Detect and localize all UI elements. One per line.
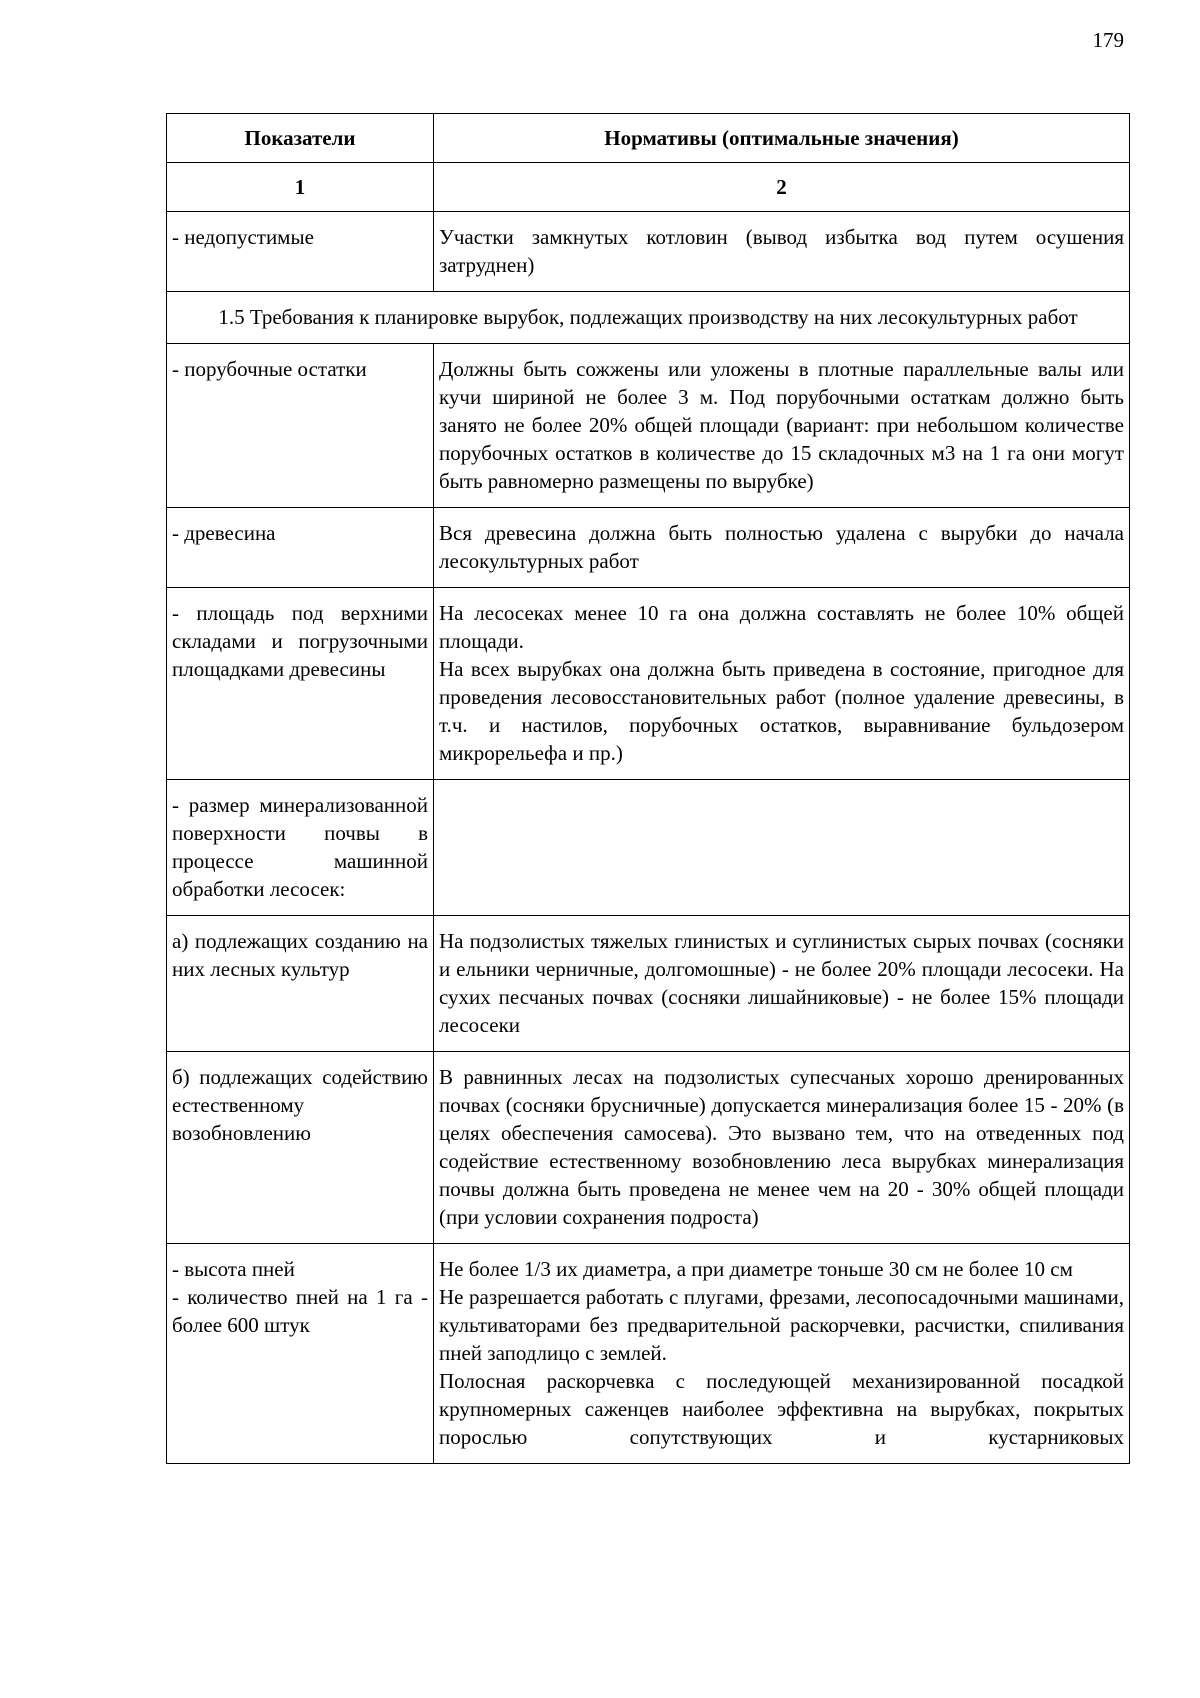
norm-line: На всех вырубках она должна быть приведена в состояние, пригодное для проведения лесовосстановительных работ (полное удаление древесины, в т.ч. и настилов, порубочных остатков, выравнивание бульдозером микрорельефа и пр.) xyxy=(439,657,1124,765)
indicator-cell xyxy=(167,1244,434,1464)
norm-cell: Вся древесина должна быть полностью удалена с вырубки до начала лесокультурных работ xyxy=(434,508,1130,588)
indicator-cell: б) подлежащих содействию естественному возобновлению xyxy=(167,1052,434,1244)
indicator-line: - количество пней на 1 га - более 600 штук xyxy=(172,1285,428,1337)
table-row xyxy=(167,1244,1130,1464)
indicator-cell: - недопустимые xyxy=(167,212,434,292)
norm-line: Не разрешается работать с плугами, фрезами, лесопосадочными машинами, культиваторами без предварительной раскорчевки, расчистки, спиливания пней заподлицо с землей. xyxy=(439,1285,1124,1365)
indicator-cell: - порубочные остатки xyxy=(167,344,434,508)
norm-line: На лесосеках менее 10 га она должна составлять не более 10% общей площади. xyxy=(439,601,1124,653)
table-row xyxy=(167,212,1130,292)
norm-cell: Должны быть сожжены или уложены в плотные параллельные валы или кучи шириной не более 3 м. Под порубочными остаткам должно быть занято не более 20% общей площади (вариант: при небольшом количестве порубочных остатков в количестве до 15 складочных м3 на 1 га они могут быть равномерно размещены по вырубке) xyxy=(434,344,1130,508)
section-row xyxy=(167,292,1130,344)
table-row xyxy=(167,588,1130,780)
table-row xyxy=(167,780,1130,916)
norm-cell: В равнинных лесах на подзолистых супесчаных хорошо дренированных почвах (сосняки брусничные) допускается минерализация более 15 - 20% (в целях обеспечения самосева). Это вызвано тем, что на отведенных под содействие естественному возобновлению леса вырубках минерализация почвы должна быть проведена не менее чем на 20 - 30% общей площади (при условии сохранения подроста) xyxy=(434,1052,1130,1244)
indicator-line: - высота пней xyxy=(172,1257,295,1281)
norm-cell xyxy=(434,588,1130,780)
norm-cell-empty xyxy=(434,780,1130,916)
header-norms: Нормативы (оптимальные значения) xyxy=(434,114,1130,163)
table-row xyxy=(167,1052,1130,1244)
indicator-cell: а) подлежащих созданию на них лесных культур xyxy=(167,916,434,1052)
indicator-cell: - древесина xyxy=(167,508,434,588)
section-title: 1.5 Требования к планировке вырубок, подлежащих производству на них лесокультурных работ xyxy=(167,292,1130,344)
indicator-cell: - площадь под верхними складами и погрузочными площадками древесины xyxy=(167,588,434,780)
norm-cell xyxy=(434,1244,1130,1464)
indicator-cell: - размер минерализованной поверхности почвы в процессе машинной обработки лесосек: xyxy=(167,780,434,916)
table-row xyxy=(167,344,1130,508)
header-indicators: Показатели xyxy=(167,114,434,163)
column-number-1: 1 xyxy=(167,163,434,212)
norm-line: Не более 1/3 их диаметра, а при диаметре тоньше 30 см не более 10 см xyxy=(439,1257,1073,1281)
column-number-row xyxy=(167,163,1130,212)
table-row xyxy=(167,916,1130,1052)
table-row xyxy=(167,508,1130,588)
column-number-2: 2 xyxy=(434,163,1130,212)
page-number: 179 xyxy=(1092,28,1124,52)
norms-table xyxy=(166,113,1130,1464)
table-header-row xyxy=(167,114,1130,163)
norm-line: Полосная раскорчевка с последующей механизированной посадкой крупномерных саженцев наиболее эффективна на вырубках, покрытых порослью сопутствующих и кустарниковых xyxy=(439,1369,1124,1449)
norm-cell: Участки замкнутых котловин (вывод избытка вод путем осушения затруднен) xyxy=(434,212,1130,292)
norm-cell: На подзолистых тяжелых глинистых и суглинистых сырых почвах (сосняки и ельники черничные, долгомошные) - не более 20% площади лесосеки. На сухих песчаных почвах (сосняки лишайниковые) - не более 15% площади лесосеки xyxy=(434,916,1130,1052)
